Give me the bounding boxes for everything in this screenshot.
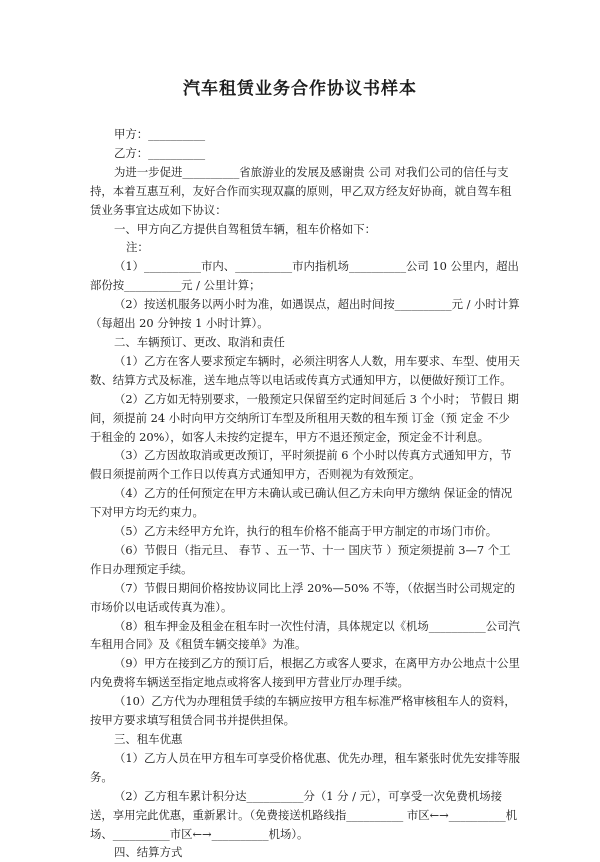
clause-2-9: （9）甲方在接到乙方的预订后，根据乙方或客人要求，在离甲方办公地点十公里内免费将车辆送至指定地点或将客人接到甲方营业厅办理手续。 — [90, 656, 520, 690]
clause-2-1: （1）乙方在客人要求预定车辆时，必须注明客人人数，用车要求、车型、使用天数、结算方式及标准，送车地点等以电话或传真方式通知甲方，以便做好预订工作。 — [90, 353, 520, 387]
clause-2-5: （5）乙方未经甲方允许，执行的租车价格不能高于甲方制定的市场门市价。 — [114, 524, 498, 539]
note-label: 注： — [126, 240, 149, 255]
clause-2-7: （7）节假日期间价格按协议同比上浮 20%—50% 不等，（依据当时公司规定的市场价以电话或传真为准）。 — [90, 580, 516, 614]
preamble-paragraph: 为进一步促进__________省旅游业的发展及感谢贵 公司 对我们公司的信任与支持，本着互惠互利，友好合作而实现双赢的原则，甲乙双方经友好协商，就自驾车租赁业务事宜达成如下协议： — [90, 164, 512, 217]
section-4-heading: 四、结算方式 — [114, 845, 183, 860]
clause-2-3: （3）乙方因故取消或更改预订，平时须提前 6 个小时以传真方式通知甲方，节假日须提前两个工作日以传真方式通知甲方，否则视为有效预定。 — [90, 448, 512, 482]
section-3-heading: 三、租车优惠 — [114, 732, 183, 746]
clause-3-1: （1）乙方人员在甲方租车可享受价格优惠、优先办理，租车紧张时优先安排等服务。 — [90, 750, 520, 784]
clause-2-6: （6）节假日（指元旦、 春节 、五一节、十一 国庆节 ）预定须提前 3—7 个工作日办理预定手续。 — [90, 542, 511, 576]
document-body — [90, 125, 520, 862]
clause-2-4: （4）乙方的任何预定在甲方未确认或已确认但乙方未向甲方缴纳 保证金的情况下对甲方均无约束力。 — [90, 486, 513, 520]
clause-1-2: （2）按送机服务以两小时为准，如遇误点，超出时间按__________元 / 小时计算（每超出 20 分钟按 1 小时计算）。 — [90, 297, 520, 331]
clause-3-2: （2）乙方租车累计积分达__________分（1 分 / 元），可享受一次免费机场接送，享用完此优惠，重新累计。（免费接送机路线指__________ 市区←→__________机场、__________市区←→__________机场）。 — [90, 788, 518, 841]
document-title: 汽车租赁业务合作协议书样本 — [183, 79, 417, 99]
clause-1-1: （1）__________市内、__________市内指机场__________公司 10 公里内，超出部份按__________元 / 公里计算； — [90, 259, 519, 293]
clause-2-2: （2）乙方如无特别要求，一般预定只保留至约定时间延后 3 个小时； 节假日 期间，须提前 24 小时向甲方交纳所订车型及所租用天数的租车预 订金（预 定金 不少于租金的 20%），如客人未按约定提车，甲方不退还预定金，预定金不计利息。 — [90, 391, 519, 444]
party-a-line: 甲方：__________ — [114, 127, 206, 141]
party-b-line: 乙方：__________ — [114, 145, 206, 160]
section-1-heading: 一、甲方向乙方提供自驾租赁车辆，租车价格如下： — [114, 221, 376, 236]
clause-2-8: （8）租车押金及租金在租车时一次性付清，具体规定以《机场__________公司汽车租用合同》及《租赁车辆交接单》为准。 — [90, 618, 520, 652]
section-2-heading: 二、车辆预订、更改、取消和责任 — [114, 334, 285, 349]
clause-2-10: （10）乙方代为办理租赁手续的车辆应按甲方租车标准严格审核租车人的资料，按甲方要求填写租赁合同书并提供担保。 — [90, 694, 516, 728]
